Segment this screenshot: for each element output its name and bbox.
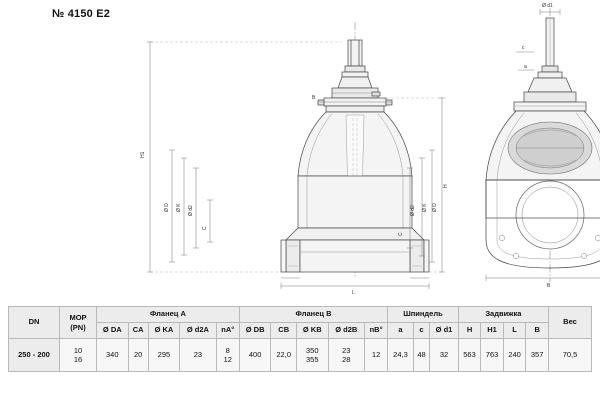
th-spindle-d1: Ø d1 [430, 323, 459, 339]
cell-flange-a-d: 340 [97, 339, 129, 372]
th-weight: Вес [549, 307, 592, 339]
th-flange-a-d2: Ø d2A [180, 323, 216, 339]
th-flange-b-k: Ø KB [296, 323, 328, 339]
dim-label-od2-b: Ø d2 [410, 205, 416, 216]
dim-label-cb: C [398, 232, 404, 236]
th-spindle-c: c [413, 323, 429, 339]
cell-flange-a-n-line1: 8 [225, 345, 230, 355]
cell-gate-l: 240 [503, 339, 526, 372]
th-flange-b-c: CB [271, 323, 297, 339]
dim-label-a: a [524, 64, 527, 70]
specification-table-wrapper [8, 306, 592, 372]
cell-weight: 70,5 [549, 339, 592, 372]
dim-label-l: L [352, 290, 355, 295]
dim-label-od1: Ø d1 [542, 3, 553, 9]
cell-mop-line2: 16 [73, 355, 83, 364]
cell-flange-a-k: 295 [148, 339, 180, 372]
cell-flange-b-d2-line2: 28 [342, 355, 351, 364]
table-row [9, 339, 592, 372]
dim-label-od-b: Ø D [432, 203, 438, 212]
th-gate-h1: H1 [481, 323, 504, 339]
th-gate-h: H [458, 323, 481, 339]
cell-flange-b-k-line1: 350 [306, 345, 319, 355]
th-flange-b-n: nB° [364, 323, 387, 339]
cell-dn: 250 - 200 [9, 339, 60, 372]
cell-gate-b: 357 [526, 339, 549, 372]
th-flange-a-n: nA° [216, 323, 239, 339]
cell-flange-b-c: 22,0 [271, 339, 297, 372]
th-flange-a-c: CA [128, 323, 148, 339]
th-flange-a-d: Ø DA [97, 323, 129, 339]
dim-label-ca: C [202, 226, 208, 230]
th-mop [60, 307, 97, 339]
th-gate: Задвижка [458, 307, 548, 323]
cell-flange-b-n: 12 [364, 339, 387, 372]
dim-label-od2-a: Ø d2 [188, 205, 194, 216]
cell-spindle-c: 48 [413, 339, 429, 372]
table-sub-header-row [9, 323, 592, 339]
th-spindle: Шпиндель [388, 307, 459, 323]
cell-flange-b-d2-line1: 23 [342, 345, 351, 355]
technical-drawing [110, 0, 600, 295]
th-flange-a: Фланец A [97, 307, 240, 323]
cell-flange-a-n-line2: 12 [223, 355, 232, 364]
dim-label-h: H [443, 184, 449, 188]
th-flange-b-d: Ø DB [239, 323, 271, 339]
cell-flange-b-k-line2: 355 [306, 355, 319, 364]
cell-flange-a-d2: 23 [180, 339, 216, 372]
th-mop-line2: (PN) [70, 322, 86, 332]
cell-gate-h: 563 [458, 339, 481, 372]
th-flange-b-d2: Ø d2B [328, 323, 364, 339]
cell-spindle-a: 24,3 [388, 339, 414, 372]
dim-label-b-top: B [312, 95, 316, 101]
th-flange-a-k: Ø KA [148, 323, 180, 339]
th-flange-b: Фланец B [239, 307, 387, 323]
table-group-header-row [9, 307, 592, 323]
th-mop-line1: MOP [69, 313, 87, 323]
cell-flange-a-n [216, 339, 239, 372]
cell-flange-a-c: 20 [128, 339, 148, 372]
dim-label-od-a: Ø D [164, 203, 170, 212]
dim-label-h1: H1 [140, 151, 146, 158]
cell-spindle-d1: 32 [430, 339, 459, 372]
table-head [9, 307, 592, 339]
cell-gate-h1: 763 [481, 339, 504, 372]
cell-flange-b-d: 400 [239, 339, 271, 372]
dim-label-b-bottom: B [547, 283, 551, 289]
specification-table [8, 306, 592, 372]
th-dn: DN [9, 307, 60, 339]
th-spindle-a: a [388, 323, 414, 339]
cell-mop-line1: 10 [73, 345, 83, 355]
cell-flange-b-d2 [328, 339, 364, 372]
dim-label-ok-b: Ø K [422, 203, 428, 212]
cell-flange-b-k [296, 339, 328, 372]
dim-label-ok-a: Ø K [176, 203, 182, 212]
dim-label-c: c [522, 45, 525, 51]
th-gate-b: B [526, 323, 549, 339]
cell-mop [60, 339, 97, 372]
page-title: № 4150 E2 [52, 8, 111, 20]
th-gate-l: L [503, 323, 526, 339]
table-body [9, 339, 592, 372]
